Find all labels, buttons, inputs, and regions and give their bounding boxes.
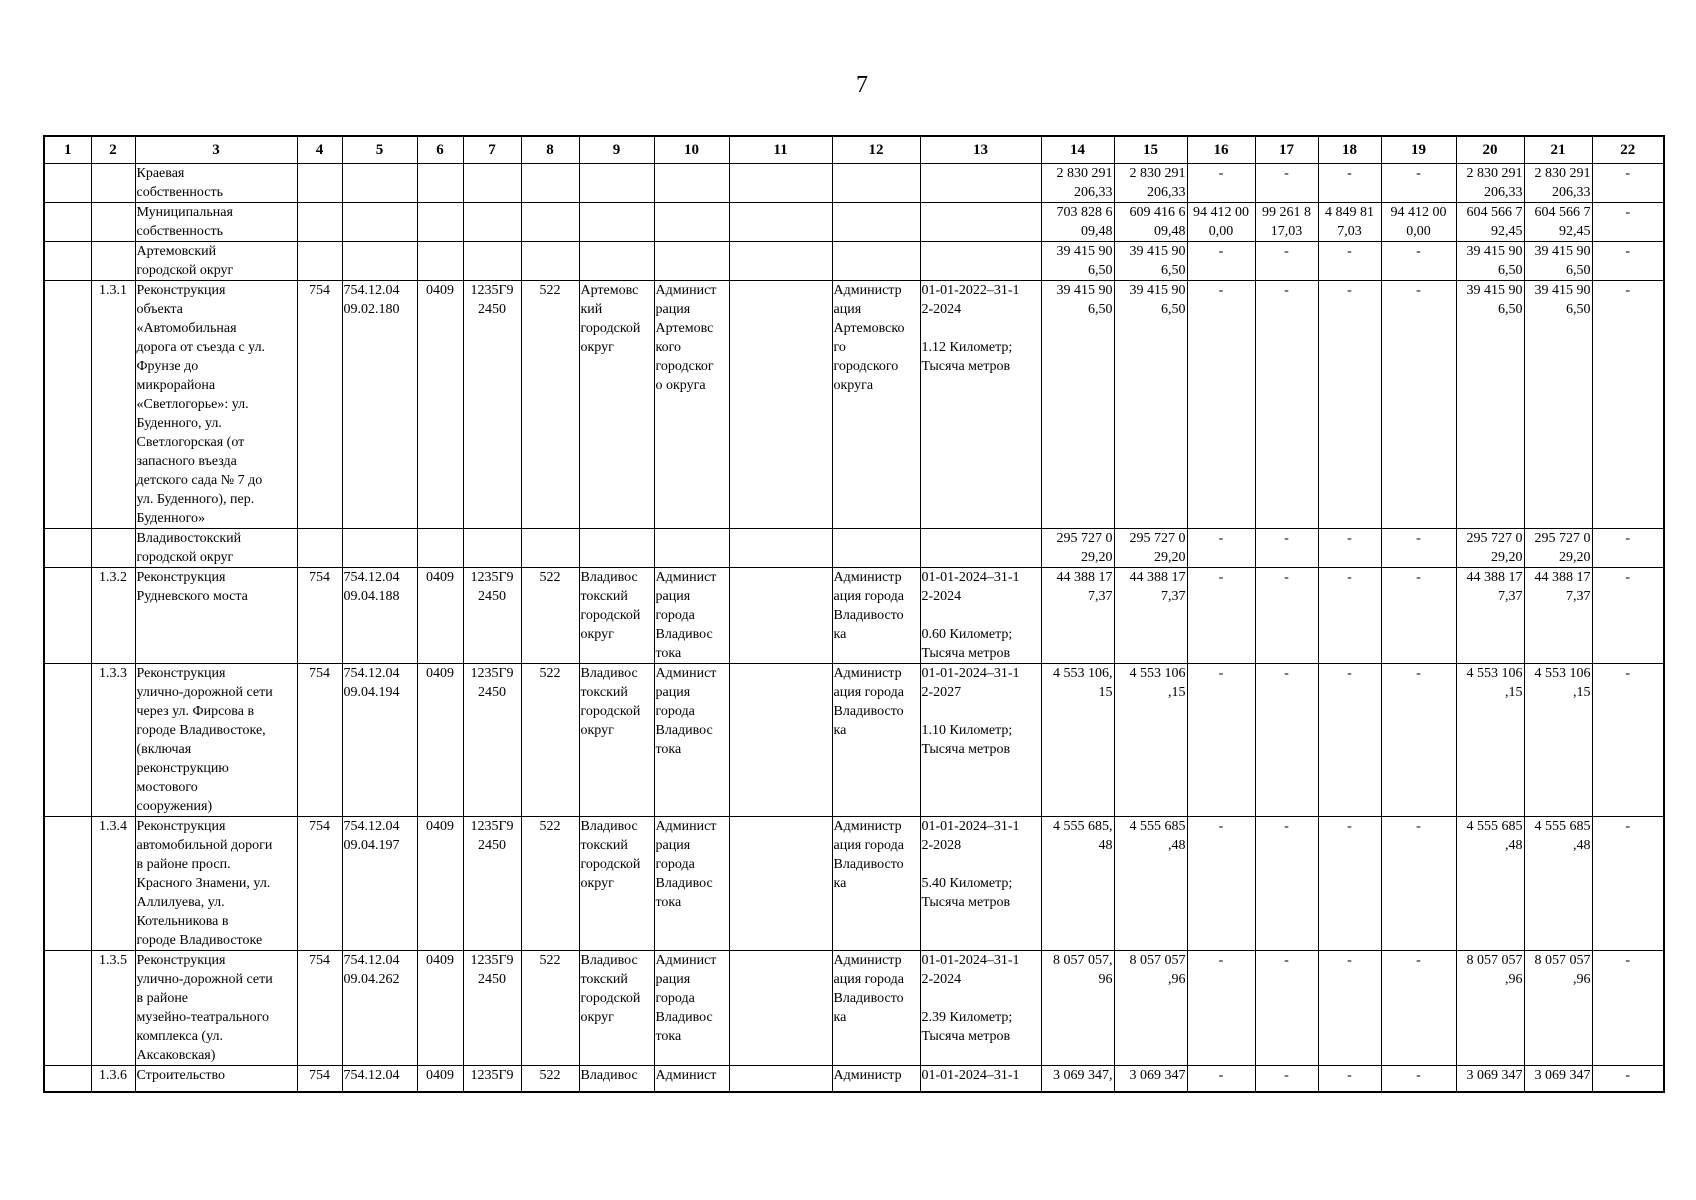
table-cell-col-16: - xyxy=(1187,529,1255,568)
table-cell-col-18: - xyxy=(1318,568,1381,664)
table-cell-col-15: 4 555 685 ,48 xyxy=(1114,817,1187,951)
table-cell-col-17: - xyxy=(1255,242,1318,281)
table-cell-col-16: - xyxy=(1187,817,1255,951)
table-cell-col-1 xyxy=(44,664,91,817)
table-cell-col-22: - xyxy=(1592,817,1664,951)
table-cell-col-2: 1.3.5 xyxy=(91,951,135,1066)
table-cell-col-2: 1.3.6 xyxy=(91,1066,135,1092)
table-cell-col-8 xyxy=(521,242,579,281)
table-cell-col-17: - xyxy=(1255,817,1318,951)
table-cell-col-20: 295 727 0 29,20 xyxy=(1456,529,1524,568)
table-cell-col-1 xyxy=(44,951,91,1066)
table-cell-col-16: - xyxy=(1187,1066,1255,1092)
table-cell-col-20: 39 415 90 6,50 xyxy=(1456,242,1524,281)
table-cell-col-20: 39 415 90 6,50 xyxy=(1456,281,1524,529)
table-cell-col-13 xyxy=(920,242,1041,281)
table-cell-col-6 xyxy=(417,164,463,203)
table-cell-col-7: 1235Г9 2450 xyxy=(463,951,521,1066)
table-row xyxy=(44,203,1664,242)
table-cell-col-6 xyxy=(417,203,463,242)
table-row xyxy=(44,281,1664,529)
table-cell-col-16: - xyxy=(1187,568,1255,664)
table-cell-col-14: 295 727 0 29,20 xyxy=(1041,529,1114,568)
table-cell-col-11 xyxy=(729,242,832,281)
table-cell-col-17: - xyxy=(1255,1066,1318,1092)
table-cell-col-18: - xyxy=(1318,1066,1381,1092)
column-header-1: 1 xyxy=(44,136,91,164)
program-table xyxy=(43,135,1665,1093)
table-cell-col-21: 4 553 106 ,15 xyxy=(1524,664,1592,817)
table-cell-col-19: 94 412 00 0,00 xyxy=(1381,203,1456,242)
table-cell-col-16: 94 412 00 0,00 xyxy=(1187,203,1255,242)
table-cell-col-5: 754.12.04 09.04.188 xyxy=(342,568,417,664)
table-cell-col-7 xyxy=(463,242,521,281)
table-cell-col-8: 522 xyxy=(521,664,579,817)
column-header-10: 10 xyxy=(654,136,729,164)
table-cell-col-4: 754 xyxy=(297,568,342,664)
table-cell-col-14: 3 069 347, xyxy=(1041,1066,1114,1092)
table-cell-col-5: 754.12.04 09.04.194 xyxy=(342,664,417,817)
table-cell-col-2: 1.3.2 xyxy=(91,568,135,664)
table-cell-col-3: Реконструкция объекта «Автомобильная дорога от съезда с ул. Фрунзе до микрорайона «Светлогорье»: ул. Буденного, ул. Светлогорская (от запасного въезда детского сада № 7 до ул. Буденного), пер. Буденного» xyxy=(135,281,297,529)
table-cell-col-17: - xyxy=(1255,664,1318,817)
column-header-18: 18 xyxy=(1318,136,1381,164)
table-cell-col-8: 522 xyxy=(521,817,579,951)
table-cell-col-3: Владивостокский городской округ xyxy=(135,529,297,568)
table-cell-col-9 xyxy=(579,164,654,203)
table-cell-col-15: 609 416 6 09,48 xyxy=(1114,203,1187,242)
column-header-2: 2 xyxy=(91,136,135,164)
table-cell-col-10: Админист рация города Владивос тока xyxy=(654,817,729,951)
table-cell-col-15: 3 069 347 xyxy=(1114,1066,1187,1092)
table-cell-col-13: 01-01-2024–31-1 2-2027 1.10 Километр; Тысяча метров xyxy=(920,664,1041,817)
table-cell-col-3: Артемовский городской округ xyxy=(135,242,297,281)
table-cell-col-17: 99 261 8 17,03 xyxy=(1255,203,1318,242)
table-cell-col-5: 754.12.04 xyxy=(342,1066,417,1092)
table-cell-col-2 xyxy=(91,242,135,281)
table-cell-col-10 xyxy=(654,529,729,568)
table-cell-col-14: 39 415 90 6,50 xyxy=(1041,242,1114,281)
table-cell-col-13 xyxy=(920,203,1041,242)
table-cell-col-6: 0409 xyxy=(417,951,463,1066)
column-header-20: 20 xyxy=(1456,136,1524,164)
table-cell-col-9: Владивос токский городской округ xyxy=(579,664,654,817)
table-cell-col-1 xyxy=(44,529,91,568)
table-cell-col-22: - xyxy=(1592,951,1664,1066)
table-cell-col-18: - xyxy=(1318,951,1381,1066)
table-cell-col-21: 4 555 685 ,48 xyxy=(1524,817,1592,951)
table-cell-col-13 xyxy=(920,164,1041,203)
table-cell-col-2 xyxy=(91,529,135,568)
table-cell-col-22: - xyxy=(1592,568,1664,664)
table-cell-col-19: - xyxy=(1381,817,1456,951)
column-header-8: 8 xyxy=(521,136,579,164)
table-cell-col-4 xyxy=(297,164,342,203)
table-cell-col-10: Админист рация города Владивос тока xyxy=(654,568,729,664)
table-cell-col-18: - xyxy=(1318,664,1381,817)
table-cell-col-3: Реконструкция автомобильной дороги в районе просп. Красного Знамени, ул. Аллилуева, ул. Котельникова в городе Владивостоке xyxy=(135,817,297,951)
table-cell-col-16: - xyxy=(1187,281,1255,529)
table-cell-col-4: 754 xyxy=(297,817,342,951)
table-row xyxy=(44,568,1664,664)
table-cell-col-5: 754.12.04 09.04.262 xyxy=(342,951,417,1066)
table-cell-col-4 xyxy=(297,529,342,568)
column-header-17: 17 xyxy=(1255,136,1318,164)
table-cell-col-16: - xyxy=(1187,951,1255,1066)
table-cell-col-22: - xyxy=(1592,529,1664,568)
table-cell-col-8: 522 xyxy=(521,1066,579,1092)
table-cell-col-11 xyxy=(729,951,832,1066)
table-cell-col-3: Строительство xyxy=(135,1066,297,1092)
table-body xyxy=(44,164,1664,1092)
table-cell-col-5: 754.12.04 09.02.180 xyxy=(342,281,417,529)
table-cell-col-16: - xyxy=(1187,664,1255,817)
table-cell-col-20: 4 555 685 ,48 xyxy=(1456,817,1524,951)
table-cell-col-15: 2 830 291 206,33 xyxy=(1114,164,1187,203)
table-cell-col-19: - xyxy=(1381,164,1456,203)
table-cell-col-1 xyxy=(44,203,91,242)
table-cell-col-4: 754 xyxy=(297,664,342,817)
column-header-13: 13 xyxy=(920,136,1041,164)
table-cell-col-21: 44 388 17 7,37 xyxy=(1524,568,1592,664)
column-header-3: 3 xyxy=(135,136,297,164)
table-row xyxy=(44,529,1664,568)
table-cell-col-9 xyxy=(579,529,654,568)
table-cell-col-22: - xyxy=(1592,281,1664,529)
table-cell-col-9: Владивос xyxy=(579,1066,654,1092)
column-header-4: 4 xyxy=(297,136,342,164)
table-cell-col-12: Администр ация города Владивосто ка xyxy=(832,951,920,1066)
table-cell-col-7 xyxy=(463,529,521,568)
table-cell-col-15: 39 415 90 6,50 xyxy=(1114,242,1187,281)
table-cell-col-20: 604 566 7 92,45 xyxy=(1456,203,1524,242)
table-cell-col-13: 01-01-2024–31-1 xyxy=(920,1066,1041,1092)
table-cell-col-1 xyxy=(44,568,91,664)
table-cell-col-8 xyxy=(521,164,579,203)
table-cell-col-22: - xyxy=(1592,164,1664,203)
table-cell-col-17: - xyxy=(1255,568,1318,664)
table-cell-col-10 xyxy=(654,164,729,203)
table-cell-col-12: Администр ация города Владивосто ка xyxy=(832,568,920,664)
table-cell-col-5 xyxy=(342,242,417,281)
table-cell-col-21: 3 069 347 xyxy=(1524,1066,1592,1092)
table-cell-col-14: 8 057 057, 96 xyxy=(1041,951,1114,1066)
table-cell-col-18: - xyxy=(1318,529,1381,568)
table-cell-col-3: Краевая собственность xyxy=(135,164,297,203)
table-cell-col-14: 4 555 685, 48 xyxy=(1041,817,1114,951)
table-cell-col-12: Администр xyxy=(832,1066,920,1092)
table-cell-col-14: 703 828 6 09,48 xyxy=(1041,203,1114,242)
table-cell-col-11 xyxy=(729,817,832,951)
table-cell-col-7 xyxy=(463,164,521,203)
table-cell-col-4: 754 xyxy=(297,281,342,529)
table-cell-col-18: - xyxy=(1318,281,1381,529)
column-header-6: 6 xyxy=(417,136,463,164)
table-cell-col-1 xyxy=(44,242,91,281)
table-cell-col-17: - xyxy=(1255,164,1318,203)
table-cell-col-1 xyxy=(44,1066,91,1092)
table-cell-col-9: Владивос токский городской округ xyxy=(579,817,654,951)
table-cell-col-6: 0409 xyxy=(417,664,463,817)
table-cell-col-21: 604 566 7 92,45 xyxy=(1524,203,1592,242)
table-cell-col-5 xyxy=(342,529,417,568)
column-header-11: 11 xyxy=(729,136,832,164)
table-cell-col-3: Муниципальная собственность xyxy=(135,203,297,242)
table-cell-col-2: 1.3.3 xyxy=(91,664,135,817)
table-cell-col-9 xyxy=(579,242,654,281)
table-cell-col-7: 1235Г9 xyxy=(463,1066,521,1092)
table-row xyxy=(44,951,1664,1066)
table-cell-col-2 xyxy=(91,164,135,203)
column-header-22: 22 xyxy=(1592,136,1664,164)
column-header-9: 9 xyxy=(579,136,654,164)
table-cell-col-18: - xyxy=(1318,242,1381,281)
table-cell-col-14: 44 388 17 7,37 xyxy=(1041,568,1114,664)
table-cell-col-4: 754 xyxy=(297,951,342,1066)
table-cell-col-16: - xyxy=(1187,164,1255,203)
table-cell-col-14: 39 415 90 6,50 xyxy=(1041,281,1114,529)
table-cell-col-13: 01-01-2022–31-1 2-2024 1.12 Километр; Тысяча метров xyxy=(920,281,1041,529)
table-cell-col-19: - xyxy=(1381,281,1456,529)
table-cell-col-4 xyxy=(297,203,342,242)
table-cell-col-13: 01-01-2024–31-1 2-2024 0.60 Километр; Тысяча метров xyxy=(920,568,1041,664)
table-cell-col-3: Реконструкция улично-дорожной сети в районе музейно-театрального комплекса (ул. Аксаковская) xyxy=(135,951,297,1066)
table-cell-col-5 xyxy=(342,203,417,242)
table-cell-col-21: 39 415 90 6,50 xyxy=(1524,281,1592,529)
table-cell-col-12 xyxy=(832,203,920,242)
table-cell-col-10: Админист рация города Владивос тока xyxy=(654,951,729,1066)
table-cell-col-13 xyxy=(920,529,1041,568)
table-cell-col-17: - xyxy=(1255,281,1318,529)
table-cell-col-13: 01-01-2024–31-1 2-2024 2.39 Километр; Тысяча метров xyxy=(920,951,1041,1066)
table-cell-col-6: 0409 xyxy=(417,1066,463,1092)
table-cell-col-15: 4 553 106 ,15 xyxy=(1114,664,1187,817)
table-cell-col-9: Владивос токский городской округ xyxy=(579,951,654,1066)
table-cell-col-6 xyxy=(417,242,463,281)
column-header-12: 12 xyxy=(832,136,920,164)
table-cell-col-7: 1235Г9 2450 xyxy=(463,281,521,529)
table-cell-col-21: 2 830 291 206,33 xyxy=(1524,164,1592,203)
table-cell-col-20: 3 069 347 xyxy=(1456,1066,1524,1092)
column-header-15: 15 xyxy=(1114,136,1187,164)
table-cell-col-8: 522 xyxy=(521,281,579,529)
column-header-7: 7 xyxy=(463,136,521,164)
table-cell-col-19: - xyxy=(1381,568,1456,664)
table-row xyxy=(44,242,1664,281)
table-cell-col-18: - xyxy=(1318,164,1381,203)
table-cell-col-22: - xyxy=(1592,203,1664,242)
table-cell-col-19: - xyxy=(1381,529,1456,568)
table-cell-col-4: 754 xyxy=(297,1066,342,1092)
table-cell-col-13: 01-01-2024–31-1 2-2028 5.40 Километр; Тысяча метров xyxy=(920,817,1041,951)
column-header-5: 5 xyxy=(342,136,417,164)
table-cell-col-1 xyxy=(44,817,91,951)
table-cell-col-12 xyxy=(832,242,920,281)
table-cell-col-22: - xyxy=(1592,242,1664,281)
table-cell-col-3: Реконструкция улично-дорожной сети через ул. Фирсова в городе Владивостоке, (включая реконструкцию мостового сооружения) xyxy=(135,664,297,817)
table-cell-col-11 xyxy=(729,568,832,664)
table-cell-col-12: Администр ация города Владивосто ка xyxy=(832,664,920,817)
table-cell-col-7 xyxy=(463,203,521,242)
table-cell-col-11 xyxy=(729,529,832,568)
table-cell-col-12: Администр ация Артемовско го городского округа xyxy=(832,281,920,529)
table-cell-col-2: 1.3.1 xyxy=(91,281,135,529)
table-cell-col-2: 1.3.4 xyxy=(91,817,135,951)
table-cell-col-10: Админист рация города Владивос тока xyxy=(654,664,729,817)
table-cell-col-12 xyxy=(832,529,920,568)
column-header-21: 21 xyxy=(1524,136,1592,164)
table-cell-col-6 xyxy=(417,529,463,568)
table-cell-col-14: 4 553 106, 15 xyxy=(1041,664,1114,817)
table-cell-col-4 xyxy=(297,242,342,281)
table-cell-col-3: Реконструкция Рудневского моста xyxy=(135,568,297,664)
table-cell-col-21: 39 415 90 6,50 xyxy=(1524,242,1592,281)
table-cell-col-20: 8 057 057 ,96 xyxy=(1456,951,1524,1066)
table-row xyxy=(44,664,1664,817)
table-cell-col-15: 44 388 17 7,37 xyxy=(1114,568,1187,664)
table-cell-col-6: 0409 xyxy=(417,281,463,529)
table-row xyxy=(44,164,1664,203)
table-cell-col-21: 295 727 0 29,20 xyxy=(1524,529,1592,568)
table-cell-col-18: - xyxy=(1318,817,1381,951)
table-cell-col-2 xyxy=(91,203,135,242)
table-cell-col-6: 0409 xyxy=(417,568,463,664)
column-header-14: 14 xyxy=(1041,136,1114,164)
table-row xyxy=(44,1066,1664,1092)
table-cell-col-6: 0409 xyxy=(417,817,463,951)
table-cell-col-17: - xyxy=(1255,529,1318,568)
table-cell-col-9 xyxy=(579,203,654,242)
page-number: 7 xyxy=(856,72,868,98)
column-header-19: 19 xyxy=(1381,136,1456,164)
table-cell-col-7: 1235Г9 2450 xyxy=(463,817,521,951)
table-cell-col-10 xyxy=(654,242,729,281)
table-cell-col-8: 522 xyxy=(521,568,579,664)
table-cell-col-7: 1235Г9 2450 xyxy=(463,568,521,664)
table-cell-col-11 xyxy=(729,164,832,203)
table-cell-col-19: - xyxy=(1381,1066,1456,1092)
table-cell-col-17: - xyxy=(1255,951,1318,1066)
table-cell-col-5: 754.12.04 09.04.197 xyxy=(342,817,417,951)
table-cell-col-22: - xyxy=(1592,664,1664,817)
table-cell-col-20: 4 553 106 ,15 xyxy=(1456,664,1524,817)
table-cell-col-8 xyxy=(521,529,579,568)
table-cell-col-1 xyxy=(44,164,91,203)
table-cell-col-11 xyxy=(729,1066,832,1092)
table-cell-col-20: 2 830 291 206,33 xyxy=(1456,164,1524,203)
table-cell-col-1 xyxy=(44,281,91,529)
table-cell-col-15: 8 057 057 ,96 xyxy=(1114,951,1187,1066)
table-cell-col-8 xyxy=(521,203,579,242)
table-cell-col-19: - xyxy=(1381,242,1456,281)
table-cell-col-18: 4 849 81 7,03 xyxy=(1318,203,1381,242)
table-cell-col-11 xyxy=(729,203,832,242)
table-cell-col-20: 44 388 17 7,37 xyxy=(1456,568,1524,664)
table-cell-col-21: 8 057 057 ,96 xyxy=(1524,951,1592,1066)
table-cell-col-7: 1235Г9 2450 xyxy=(463,664,521,817)
column-header-16: 16 xyxy=(1187,136,1255,164)
table-cell-col-12 xyxy=(832,164,920,203)
table-row xyxy=(44,817,1664,951)
table-cell-col-5 xyxy=(342,164,417,203)
table-cell-col-12: Администр ация города Владивосто ка xyxy=(832,817,920,951)
header-row xyxy=(44,136,1664,164)
table-cell-col-9: Владивос токский городской округ xyxy=(579,568,654,664)
table-cell-col-8: 522 xyxy=(521,951,579,1066)
table-cell-col-14: 2 830 291 206,33 xyxy=(1041,164,1114,203)
table-cell-col-16: - xyxy=(1187,242,1255,281)
table-cell-col-10: Админист рация Артемовс кого городског о округа xyxy=(654,281,729,529)
table-cell-col-19: - xyxy=(1381,951,1456,1066)
table-cell-col-15: 39 415 90 6,50 xyxy=(1114,281,1187,529)
table-cell-col-11 xyxy=(729,664,832,817)
table-cell-col-22: - xyxy=(1592,1066,1664,1092)
table-cell-col-11 xyxy=(729,281,832,529)
table-cell-col-10: Админист xyxy=(654,1066,729,1092)
table-cell-col-15: 295 727 0 29,20 xyxy=(1114,529,1187,568)
table-cell-col-9: Артемовс кий городской округ xyxy=(579,281,654,529)
table-cell-col-19: - xyxy=(1381,664,1456,817)
table-cell-col-10 xyxy=(654,203,729,242)
